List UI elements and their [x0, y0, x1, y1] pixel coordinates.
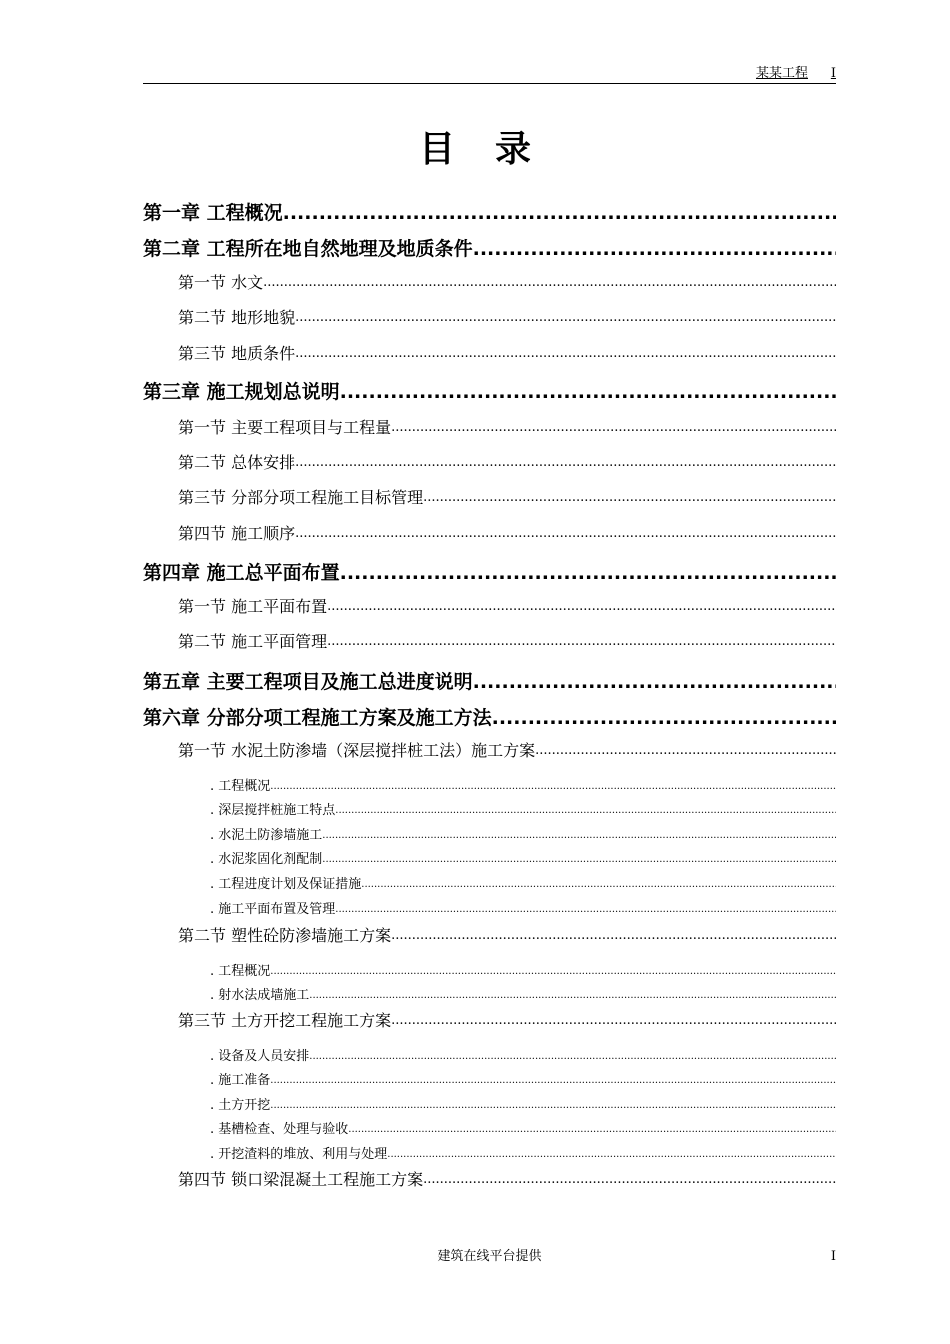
toc-leader-dots: [340, 560, 836, 586]
toc-entry[interactable]: [143, 236, 836, 262]
toc-entry-label: 第四章 施工总平面布置: [143, 562, 340, 584]
toc-leader-dots: [335, 901, 836, 919]
toc-entry[interactable]: [178, 631, 836, 653]
toc-entry[interactable]: [143, 379, 836, 405]
toc-entry-label: . 土方开挖: [210, 1098, 271, 1113]
toc-leader-dots: [327, 596, 836, 618]
toc-entry-label: . 水泥浆固化剂配制: [210, 852, 323, 867]
toc-entry-label: 第二节 塑性砼防渗墙施工方案: [178, 926, 392, 945]
toc-leader-dots: [361, 876, 836, 894]
toc-entry[interactable]: [210, 1097, 836, 1115]
toc-leader-dots: [322, 827, 836, 845]
footer-text: 建筑在线平台提供: [437, 1249, 542, 1264]
toc-leader-dots: [283, 200, 836, 226]
toc-entry-label: . 工程进度计划及保证措施: [210, 877, 362, 892]
toc-entry[interactable]: [210, 802, 836, 820]
header-rule: [143, 83, 836, 84]
toc-entry[interactable]: [178, 925, 836, 947]
toc-entry-label: 第四节 锁口梁混凝土工程施工方案: [178, 1170, 424, 1189]
toc-leader-dots: [391, 1010, 836, 1032]
toc-entry-label: . 工程概况: [210, 964, 271, 979]
toc-leader-dots: [270, 1072, 836, 1090]
toc-entry[interactable]: [210, 851, 836, 869]
toc-entry[interactable]: [178, 487, 836, 509]
toc-entry[interactable]: [210, 778, 836, 796]
toc-leader-dots: [535, 740, 836, 762]
toc-entry-label: 第二节 总体安排: [178, 453, 296, 472]
toc-leader-dots: [391, 417, 836, 439]
toc-leader-dots: [348, 1121, 836, 1139]
toc-entry-label: 第一节 水泥土防渗墙（深层搅拌桩工法）施工方案: [178, 741, 536, 760]
toc-entry[interactable]: [210, 963, 836, 981]
page-header: [143, 66, 836, 84]
header-page-number: I: [830, 66, 836, 81]
toc-entry-label: . 射水法成墙施工: [210, 988, 310, 1003]
toc-entry[interactable]: [178, 452, 836, 474]
toc-entry-label: 第一节 主要工程项目与工程量: [178, 418, 392, 437]
toc-entry-label: 第五章 主要工程项目及施工总进度说明: [143, 671, 473, 693]
toc-entry-label: 第二章 工程所在地自然地理及地质条件: [143, 238, 473, 260]
toc-entry-label: 第六章 分部分项工程施工方案及施工方法: [143, 707, 492, 729]
toc-leader-dots: [391, 925, 836, 947]
header-title: 某某工程: [755, 66, 808, 81]
toc-leader-dots: [340, 379, 836, 405]
toc-leader-dots: [322, 851, 836, 869]
toc-entry-label: 第二节 施工平面管理: [178, 632, 328, 651]
toc-entry[interactable]: [210, 876, 836, 894]
toc-entry[interactable]: [178, 343, 836, 365]
toc-entry-label: . 深层搅拌桩施工特点: [210, 803, 336, 818]
toc-entry[interactable]: [178, 740, 836, 762]
toc-leader-dots: [473, 669, 836, 695]
toc-leader-dots: [309, 1048, 836, 1066]
toc-entry[interactable]: [143, 669, 836, 695]
toc-entry[interactable]: [143, 705, 836, 731]
toc-leader-dots: [423, 487, 836, 509]
toc-entry-label: . 水泥土防渗墙施工: [210, 828, 323, 843]
toc-entry-label: . 施工平面布置及管理: [210, 902, 336, 917]
toc-leader-dots: [270, 1097, 836, 1115]
toc-entry[interactable]: [210, 1146, 836, 1164]
toc-entry-label: 第三章 施工规划总说明: [143, 381, 340, 403]
toc-entry[interactable]: [178, 1010, 836, 1032]
page-title: 目录: [418, 129, 571, 170]
toc-entry-label: . 基槽检查、处理与验收: [210, 1122, 349, 1137]
toc-entry-label: 第一节 水文: [178, 273, 264, 292]
toc-entry[interactable]: [178, 417, 836, 439]
toc-entry[interactable]: [210, 1072, 836, 1090]
toc-entry[interactable]: [178, 272, 836, 294]
toc-entry-label: . 施工准备: [210, 1073, 271, 1088]
toc-leader-dots: [327, 631, 836, 653]
toc-leader-dots: [423, 1169, 836, 1191]
toc-entry[interactable]: [210, 1121, 836, 1139]
toc-entry[interactable]: [178, 596, 836, 618]
toc-leader-dots: [335, 802, 836, 820]
toc-entry-label: 第一章 工程概况: [143, 202, 283, 224]
toc-entry-label: 第三节 分部分项工程施工目标管理: [178, 488, 424, 507]
toc-leader-dots: [492, 705, 836, 731]
toc-entry-label: . 工程概况: [210, 779, 271, 794]
page-footer: [143, 1248, 836, 1266]
toc-entry-label: 第三节 地质条件: [178, 344, 296, 363]
toc-leader-dots: [270, 963, 836, 981]
toc-entry[interactable]: [210, 987, 836, 1005]
toc-entry[interactable]: [210, 901, 836, 919]
toc-leader-dots: [309, 987, 836, 1005]
toc-leader-dots: [295, 343, 836, 365]
toc-leader-dots: [295, 523, 836, 545]
toc-leader-dots: [270, 778, 836, 796]
toc-entry[interactable]: [178, 307, 836, 329]
toc-entry[interactable]: [210, 1048, 836, 1066]
toc-entry-label: . 设备及人员安排: [210, 1049, 310, 1064]
toc-entry-label: 第一节 施工平面布置: [178, 597, 328, 616]
toc-entry-label: 第三节 土方开挖工程施工方案: [178, 1011, 392, 1030]
toc-leader-dots: [387, 1146, 836, 1164]
toc-entry-label: . 开挖渣料的堆放、利用与处理: [210, 1147, 388, 1162]
toc-entry-label: 第二节 地形地貌: [178, 308, 296, 327]
toc-leader-dots: [473, 236, 836, 262]
toc-entry[interactable]: [143, 200, 836, 226]
toc-leader-dots: [295, 307, 836, 329]
toc-entry[interactable]: [143, 560, 836, 586]
toc-entry[interactable]: [178, 1169, 836, 1191]
toc-leader-dots: [295, 452, 836, 474]
footer-page-number: I: [830, 1249, 836, 1264]
toc-entry-label: 第四节 施工顺序: [178, 524, 296, 543]
toc-entry[interactable]: [210, 827, 836, 845]
toc-leader-dots: [263, 272, 836, 294]
toc-entry[interactable]: [178, 523, 836, 545]
